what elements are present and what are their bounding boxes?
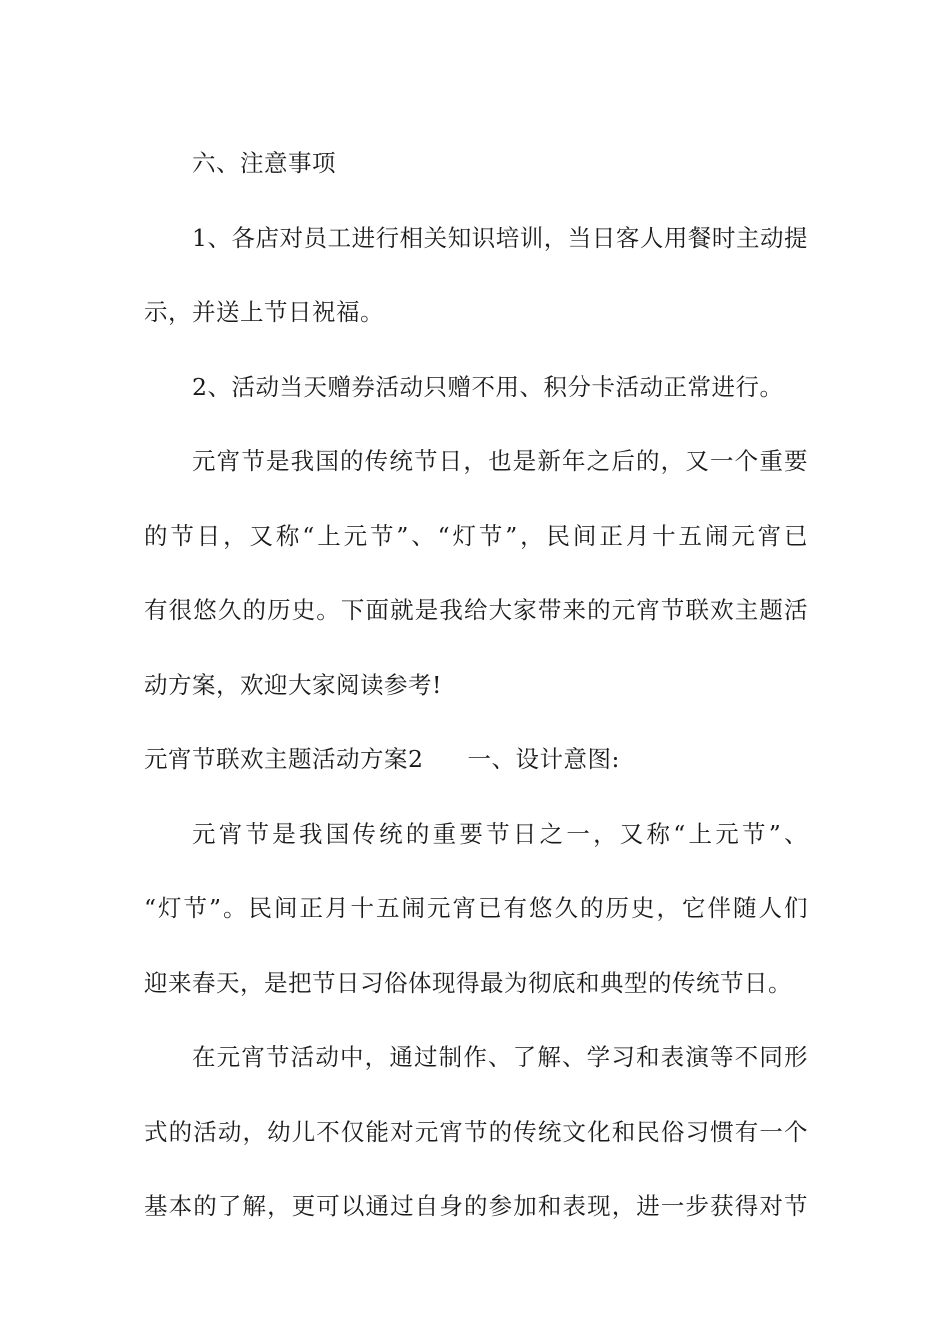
paragraph-line: 1、各店对员工进行相关知识培训，当日客人用餐时主动提 [192,223,808,252]
paragraph-line: 式的活动，幼儿不仅能对元宵节的传统文化和民俗习惯有一个 [144,1117,808,1146]
paragraph-line: 示，并送上节日祝福。 [144,298,384,326]
plan-subheading: 一、设计意图: [467,745,620,773]
paragraph-line: 有很悠久的历史。下面就是我给大家带来的元宵节联欢主题活 [144,596,808,624]
paragraph-intro [144,424,808,722]
section-heading [144,126,808,201]
plan-title: 元宵节联欢主题活动方案2 [144,745,424,773]
paragraph-activity [144,1020,808,1244]
document-body [144,126,808,1244]
paragraph-line: 的节日，又称“上元节”、“灯节”，民间正月十五闹元宵已 [144,521,808,550]
paragraph-note-1 [144,201,808,350]
paragraph-design-intent [144,797,808,1021]
paragraph-line: 元宵节是我国的传统节日，也是新年之后的，又一个重要 [192,447,808,475]
paragraph-line: 2、活动当天赠券活动只赠不用、积分卡活动正常进行。 [192,372,784,401]
section-heading-text: 六、注意事项 [192,149,336,177]
paragraph-line: 动方案，欢迎大家阅读参考! [144,670,442,699]
paragraph-line: 基本的了解，更可以通过自身的参加和表现，进一步获得对节 [144,1192,808,1220]
plan-heading [144,722,808,797]
paragraph-line: 元宵节是我国传统的重要节日之一，又称“上元节”、 [192,819,808,848]
paragraph-line: 在元宵节活动中，通过制作、了解、学习和表演等不同形 [192,1043,808,1071]
paragraph-line: 迎来春天，是把节日习俗体现得最为彻底和典型的传统节日。 [144,968,792,997]
paragraph-line: “灯节”。民间正月十五闹元宵已有悠久的历史，它伴随人们 [144,894,808,922]
paragraph-note-2 [144,350,808,425]
